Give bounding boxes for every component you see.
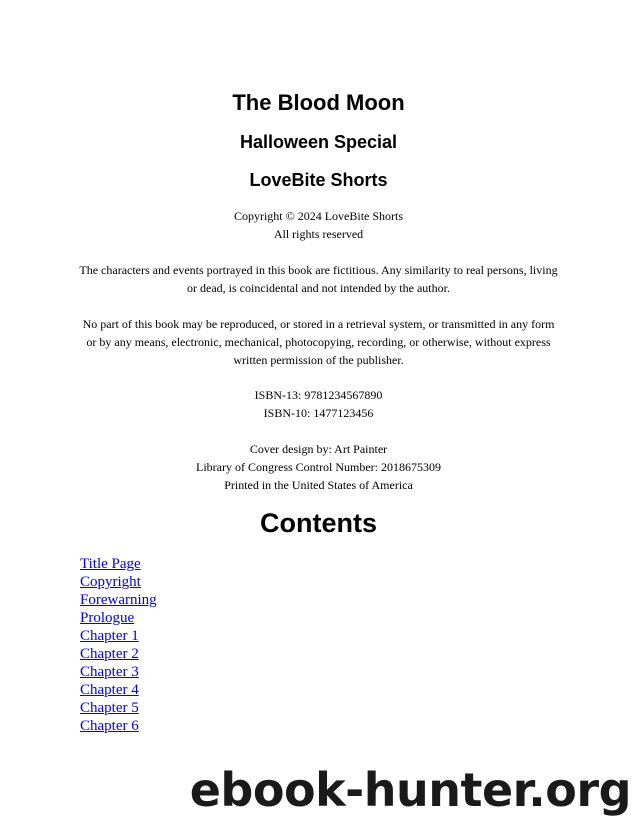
toc-link-chapter-3[interactable]: Chapter 3 [80,664,139,680]
toc-link-chapter-2[interactable]: Chapter 2 [80,646,139,662]
watermark: ebook-hunter.org [189,763,631,817]
fiction-notice [78,261,559,297]
toc-item [80,663,157,681]
toc-link-forewarning[interactable]: Forewarning [80,592,157,608]
toc-link-chapter-6[interactable]: Chapter 6 [80,718,139,734]
toc-item [80,645,157,663]
contents-heading: Contents [260,508,377,538]
toc-item [80,609,157,627]
rights-line: All rights reserved [273,227,364,241]
book-title: The Blood Moon [232,90,405,115]
book-series: LoveBite Shorts [249,170,388,190]
credits-block [78,440,559,494]
reproduction-notice [78,315,559,369]
loc-control-number: Library of Congress Control Number: 2018675309 [196,460,441,474]
toc-link-chapter-1[interactable]: Chapter 1 [80,628,139,644]
isbn13: ISBN-13: 9781234567890 [254,388,383,402]
fiction-notice-text: The characters and events portrayed in this book are fictitious. Any similarity to real persons, living or dead, is coincidental and not intended by the author. [79,263,558,295]
toc-item [80,627,157,645]
printed-in: Printed in the United States of America [224,478,413,492]
toc-link-chapter-4[interactable]: Chapter 4 [80,682,139,698]
copyright-line: Copyright © 2024 LoveBite Shorts [233,209,404,223]
isbn10: ISBN-10: 1477123456 [263,406,374,420]
toc-link-copyright[interactable]: Copyright [80,574,141,590]
toc-item [80,681,157,699]
reproduction-notice-text: No part of this book may be reproduced, or stored in a retrieval system, or transmitted in any form or by any means, electronic, mechanical, photocopying, recording, or otherwise, without express written permission of the publisher. [82,317,555,367]
cover-design-credit: Cover design by: Art Painter [249,442,388,456]
toc-item [80,573,157,591]
copyright-block [78,207,559,243]
table-of-contents [80,555,157,735]
book-subtitle: Halloween Special [239,132,398,152]
toc-link-title-page[interactable]: Title Page [80,556,141,572]
isbn-block [78,386,559,422]
toc-item [80,555,157,573]
toc-link-chapter-5[interactable]: Chapter 5 [80,700,139,716]
toc-link-prologue[interactable]: Prologue [80,610,135,626]
toc-item [80,591,157,609]
toc-item [80,699,157,717]
toc-item [80,717,157,735]
